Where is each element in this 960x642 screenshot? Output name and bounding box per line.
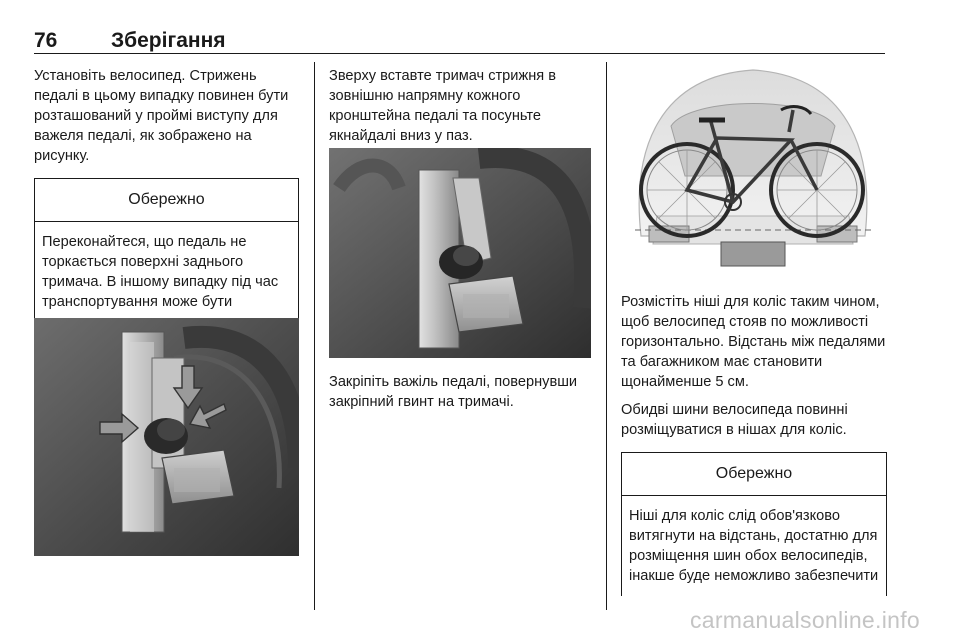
bicycle-on-carrier-illustration: [621, 66, 885, 276]
column-divider-2: [606, 62, 607, 610]
column-2: [329, 66, 593, 154]
page-title: Зберігання: [111, 29, 226, 52]
instruction-paragraph: Закріпіть важіль педалі, повернувши закріпний гвинт на тримачі.: [329, 374, 578, 410]
header-rule: [34, 53, 885, 54]
caution-notice: [621, 452, 887, 596]
site-watermark: carmanualsonline.info: [689, 607, 920, 633]
rod-holder-illustration: [329, 148, 591, 358]
column-2-lower: [329, 372, 593, 420]
column-3: [621, 292, 887, 596]
instruction-paragraph: Зверху вставте тримач стрижня в зовнішню напрямну кожного кронштейна педалі та посуньте якнайдалі вниз у паз.: [329, 68, 556, 144]
caution-title: Обережно: [622, 453, 886, 496]
column-1: [34, 66, 299, 343]
instruction-paragraph: Розмістіть ніші для коліс таким чином, щоб велосипед стояв по можливості горизонтально. Відстань між педалями та багажником має становити щонайменше 5 см.: [621, 294, 886, 390]
pedal-holder-illustration: [34, 318, 299, 556]
instruction-paragraph: Установіть велосипед. Стрижень педалі в цьому випадку повинен бути розташований у проймі виступу для важеля педалі, як зображено на рисунку.: [34, 68, 289, 164]
caution-body: Переконайтеся, що педаль не торкається поверхні заднього тримача. В іншому випадку під час транспортування може бути: [42, 234, 279, 310]
column-divider-1: [314, 62, 315, 610]
caution-title: Обережно: [35, 179, 298, 222]
caution-body: Ніші для коліс слід обов'язково витягнути на відстань, достатню для розміщення шин обох велосипедів, інакше буде неможливо забезпечити: [629, 508, 879, 584]
instruction-paragraph: Обидві шини велосипеда повинні розміщуватися в нішах для коліс.: [621, 402, 848, 438]
page-number: 76: [34, 29, 58, 52]
